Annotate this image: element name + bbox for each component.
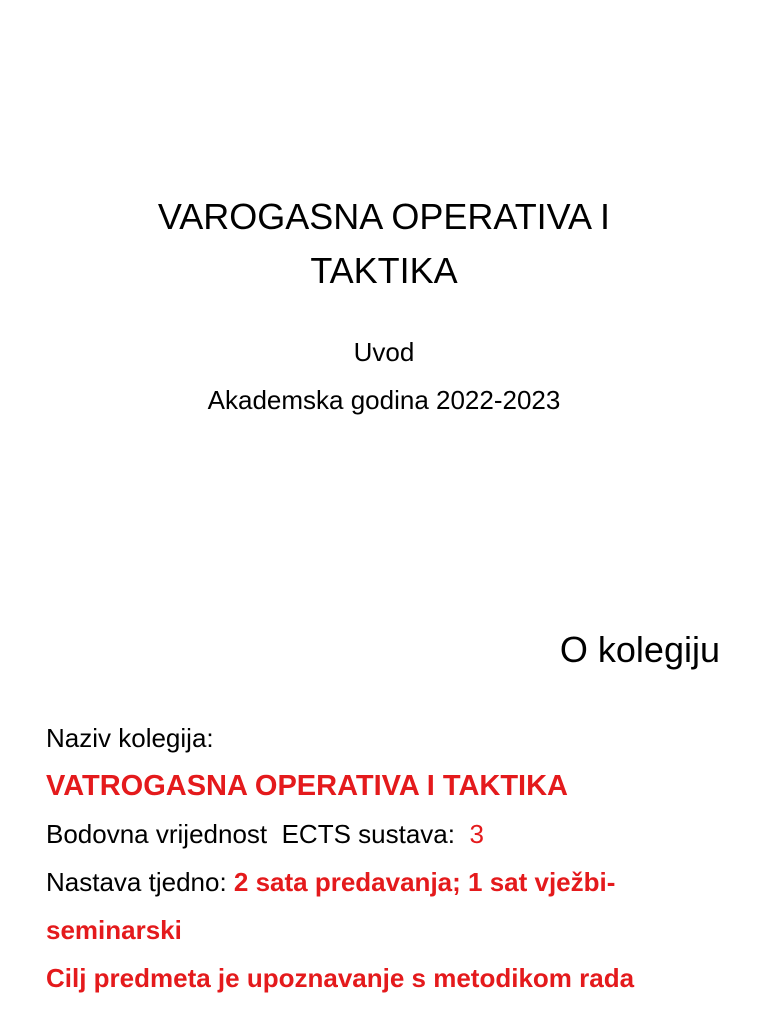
subtitle-uvod: Uvod xyxy=(353,337,415,367)
weekly-value-line2: seminarski xyxy=(46,915,182,945)
subtitle-academic-year: Akademska godina 2022-2023 xyxy=(207,385,561,415)
slide-subtitle xyxy=(40,334,728,430)
slide-title xyxy=(40,190,728,298)
title-slide xyxy=(0,0,768,480)
ects-value: 3 xyxy=(469,819,484,849)
weekly-value-line1: 2 sata predavanja; 1 sat vježbi- xyxy=(233,867,616,897)
course-name-label: Naziv kolegija: xyxy=(46,723,214,753)
ects-row xyxy=(46,810,736,858)
course-goal: Cilj predmeta je upoznavanje s metodikom rada xyxy=(46,963,635,993)
course-name-value: VATROGASNA OPERATIVA I TAKTIKA xyxy=(46,770,568,802)
about-course-slide xyxy=(0,600,768,1024)
ects-label: Bodovna vrijednost ECTS sustava: xyxy=(46,819,463,849)
slide-title-line1: VAROGASNA OPERATIVA I xyxy=(157,196,611,237)
slide-title-line2: TAKTIKA xyxy=(310,250,458,291)
about-course-body xyxy=(46,714,736,1002)
about-course-heading: O kolegiju xyxy=(559,629,720,670)
weekly-row xyxy=(46,858,736,906)
weekly-label: Nastava tjedno: xyxy=(46,867,234,897)
